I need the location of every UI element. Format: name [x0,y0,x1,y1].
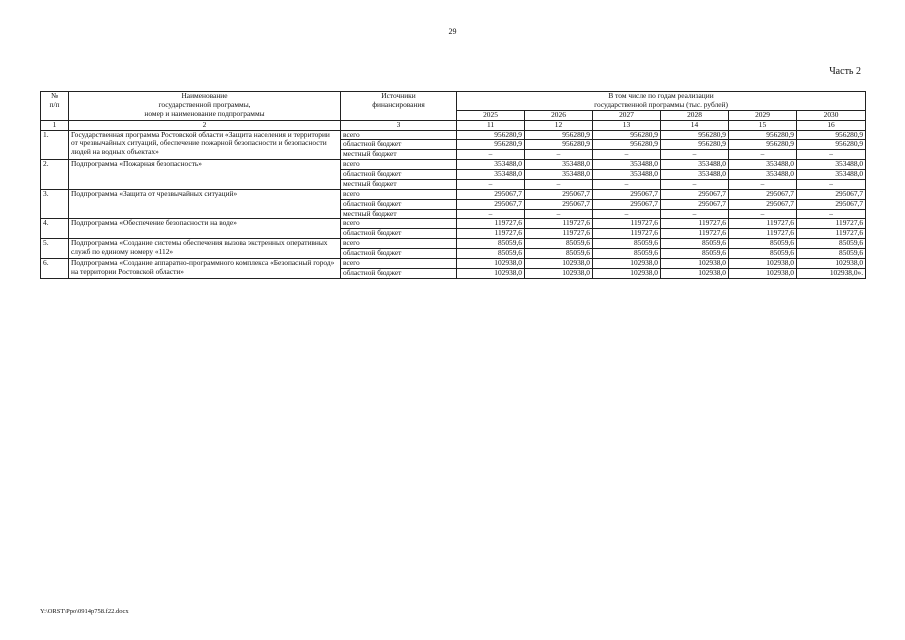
amount-cell: 295067,7 [525,199,593,209]
column-index: 1 [41,120,69,130]
amount-cell: 102938,0 [729,258,797,268]
amount-cell: 85059,6 [729,249,797,259]
program-name: Подпрограмма «Защита от чрезвычайных ситуаций» [69,189,341,219]
amount-cell: 85059,6 [457,249,525,259]
amount-cell: – [457,179,525,189]
column-index: 2 [69,120,341,130]
row-number: 5. [41,239,69,259]
amount-cell: 353488,0 [525,170,593,180]
amount-cell: 102938,0 [525,258,593,268]
program-name: Подпрограмма «Создание системы обеспечения вызова экстренных оперативных служб по единому номеру «112» [69,239,341,259]
row-number: 6. [41,258,69,278]
amount-cell: 353488,0 [457,160,525,170]
amount-cell: 295067,7 [729,189,797,199]
funding-source: всего [341,219,457,229]
header-years-caption: В том числе по годам реализации государственной программы (тыс. рублей) [457,92,866,111]
table-row [41,130,866,140]
amount-cell: 295067,7 [729,199,797,209]
amount-cell: 956280,9 [661,140,729,150]
header-year: 2025 [457,110,525,120]
amount-cell: 85059,6 [661,249,729,259]
amount-cell: 295067,7 [457,189,525,199]
amount-cell: – [661,179,729,189]
amount-cell: 295067,7 [457,199,525,209]
amount-cell: 119727,6 [729,219,797,229]
amount-cell: 956280,9 [525,140,593,150]
column-index: 3 [341,120,457,130]
amount-cell: – [457,209,525,219]
column-index: 13 [593,120,661,130]
funding-source: областной бюджет [341,170,457,180]
table-row [41,258,866,268]
amount-cell: 102938,0 [457,258,525,268]
header-year: 2027 [593,110,661,120]
table-row [41,219,866,229]
amount-cell: – [593,150,661,160]
amount-cell: – [797,209,866,219]
column-index: 11 [457,120,525,130]
funding-source: всего [341,160,457,170]
amount-cell: – [457,150,525,160]
amount-cell: – [525,209,593,219]
amount-cell: – [593,179,661,189]
amount-cell: 353488,0 [457,170,525,180]
amount-cell: – [593,209,661,219]
amount-cell: 102938,0 [661,258,729,268]
amount-cell: 119727,6 [797,219,866,229]
header-name: Наименование государственной программы, номер и наименование подпрограммы [69,92,341,121]
amount-cell: 102938,0 [593,268,661,278]
amount-cell: 353488,0 [661,170,729,180]
amount-cell: 85059,6 [457,239,525,249]
amount-cell: 956280,9 [729,140,797,150]
amount-cell: 85059,6 [525,249,593,259]
amount-cell: 119727,6 [729,229,797,239]
column-index: 12 [525,120,593,130]
amount-cell: – [797,179,866,189]
footer-file-path: Y:\ORST\Ppo\0914p758.f22.docx [40,608,129,615]
amount-cell: 102938,0 [457,268,525,278]
amount-cell: 102938,0 [797,258,866,268]
funding-source: всего [341,189,457,199]
amount-cell: 85059,6 [661,239,729,249]
amount-cell: 956280,9 [797,140,866,150]
column-index: 16 [797,120,866,130]
amount-cell: – [729,179,797,189]
funding-source: областной бюджет [341,140,457,150]
amount-cell: – [525,150,593,160]
header-year: 2030 [797,110,866,120]
amount-cell: 353488,0 [593,160,661,170]
amount-cell: 956280,9 [457,130,525,140]
amount-cell: 119727,6 [457,219,525,229]
funding-source: местный бюджет [341,150,457,160]
funding-source: местный бюджет [341,179,457,189]
amount-cell: 85059,6 [797,239,866,249]
program-name: Подпрограмма «Обеспечение безопасности на воде» [69,219,341,239]
amount-cell: 295067,7 [525,189,593,199]
funding-source: всего [341,239,457,249]
index-row [41,120,866,130]
table-row [41,160,866,170]
amount-cell: 353488,0 [797,160,866,170]
program-name: Подпрограмма «Создание аппаратно-программного комплекса «Безопасный город» на территории Ростовской области» [69,258,341,278]
funding-source: всего [341,130,457,140]
column-index: 14 [661,120,729,130]
funding-source: областной бюджет [341,268,457,278]
header-row [41,92,866,111]
amount-cell: 353488,0 [797,170,866,180]
amount-cell: 956280,9 [661,130,729,140]
amount-cell: – [661,150,729,160]
amount-cell: 295067,7 [593,189,661,199]
amount-cell: 295067,7 [797,189,866,199]
header-year: 2029 [729,110,797,120]
amount-cell: 85059,6 [797,249,866,259]
amount-cell: 956280,9 [797,130,866,140]
amount-cell: 119727,6 [525,229,593,239]
amount-cell: 956280,9 [593,140,661,150]
amount-cell: 353488,0 [729,170,797,180]
amount-cell: 295067,7 [797,199,866,209]
amount-cell: 295067,7 [661,189,729,199]
amount-cell: – [729,150,797,160]
part-label: Часть 2 [829,66,861,77]
funding-source: областной бюджет [341,249,457,259]
funding-source: областной бюджет [341,199,457,209]
funding-source: всего [341,258,457,268]
amount-cell: 119727,6 [593,229,661,239]
amount-cell: 956280,9 [593,130,661,140]
row-number: 2. [41,160,69,190]
amount-cell: – [525,179,593,189]
amount-cell: 85059,6 [593,249,661,259]
header-year: 2026 [525,110,593,120]
amount-cell: 85059,6 [525,239,593,249]
amount-cell: 102938,0». [797,268,866,278]
amount-cell: 956280,9 [729,130,797,140]
row-number: 1. [41,130,69,160]
funding-source: областной бюджет [341,229,457,239]
row-number: 3. [41,189,69,219]
amount-cell: 85059,6 [593,239,661,249]
table-row [41,189,866,199]
amount-cell: 353488,0 [729,160,797,170]
amount-cell: 119727,6 [593,219,661,229]
amount-cell: 119727,6 [525,219,593,229]
amount-cell: 102938,0 [661,268,729,278]
header-no: № п/п [41,92,69,121]
header-year: 2028 [661,110,729,120]
row-number: 4. [41,219,69,239]
amount-cell: 956280,9 [457,140,525,150]
amount-cell: – [729,209,797,219]
amount-cell: 353488,0 [525,160,593,170]
amount-cell: 102938,0 [593,258,661,268]
amount-cell: 119727,6 [457,229,525,239]
amount-cell: 102938,0 [729,268,797,278]
amount-cell: 295067,7 [593,199,661,209]
table-row [41,239,866,249]
page-number: 29 [448,27,457,36]
column-index: 15 [729,120,797,130]
header-source: Источники финансирования [341,92,457,121]
amount-cell: 85059,6 [729,239,797,249]
program-name: Подпрограмма «Пожарная безопасность» [69,160,341,190]
amount-cell: – [661,209,729,219]
amount-cell: 956280,9 [525,130,593,140]
amount-cell: 119727,6 [661,229,729,239]
amount-cell: 295067,7 [661,199,729,209]
program-name: Государственная программа Ростовской области «Защита населения и территории от чрезвычайных ситуаций, обеспечение пожарной безопасности и безопасности людей на водных объектах» [69,130,341,160]
amount-cell: 119727,6 [797,229,866,239]
amount-cell: 353488,0 [661,160,729,170]
amount-cell: – [797,150,866,160]
funding-source: местный бюджет [341,209,457,219]
amount-cell: 353488,0 [593,170,661,180]
amount-cell: 102938,0 [525,268,593,278]
amount-cell: 119727,6 [661,219,729,229]
financing-table [40,91,866,279]
